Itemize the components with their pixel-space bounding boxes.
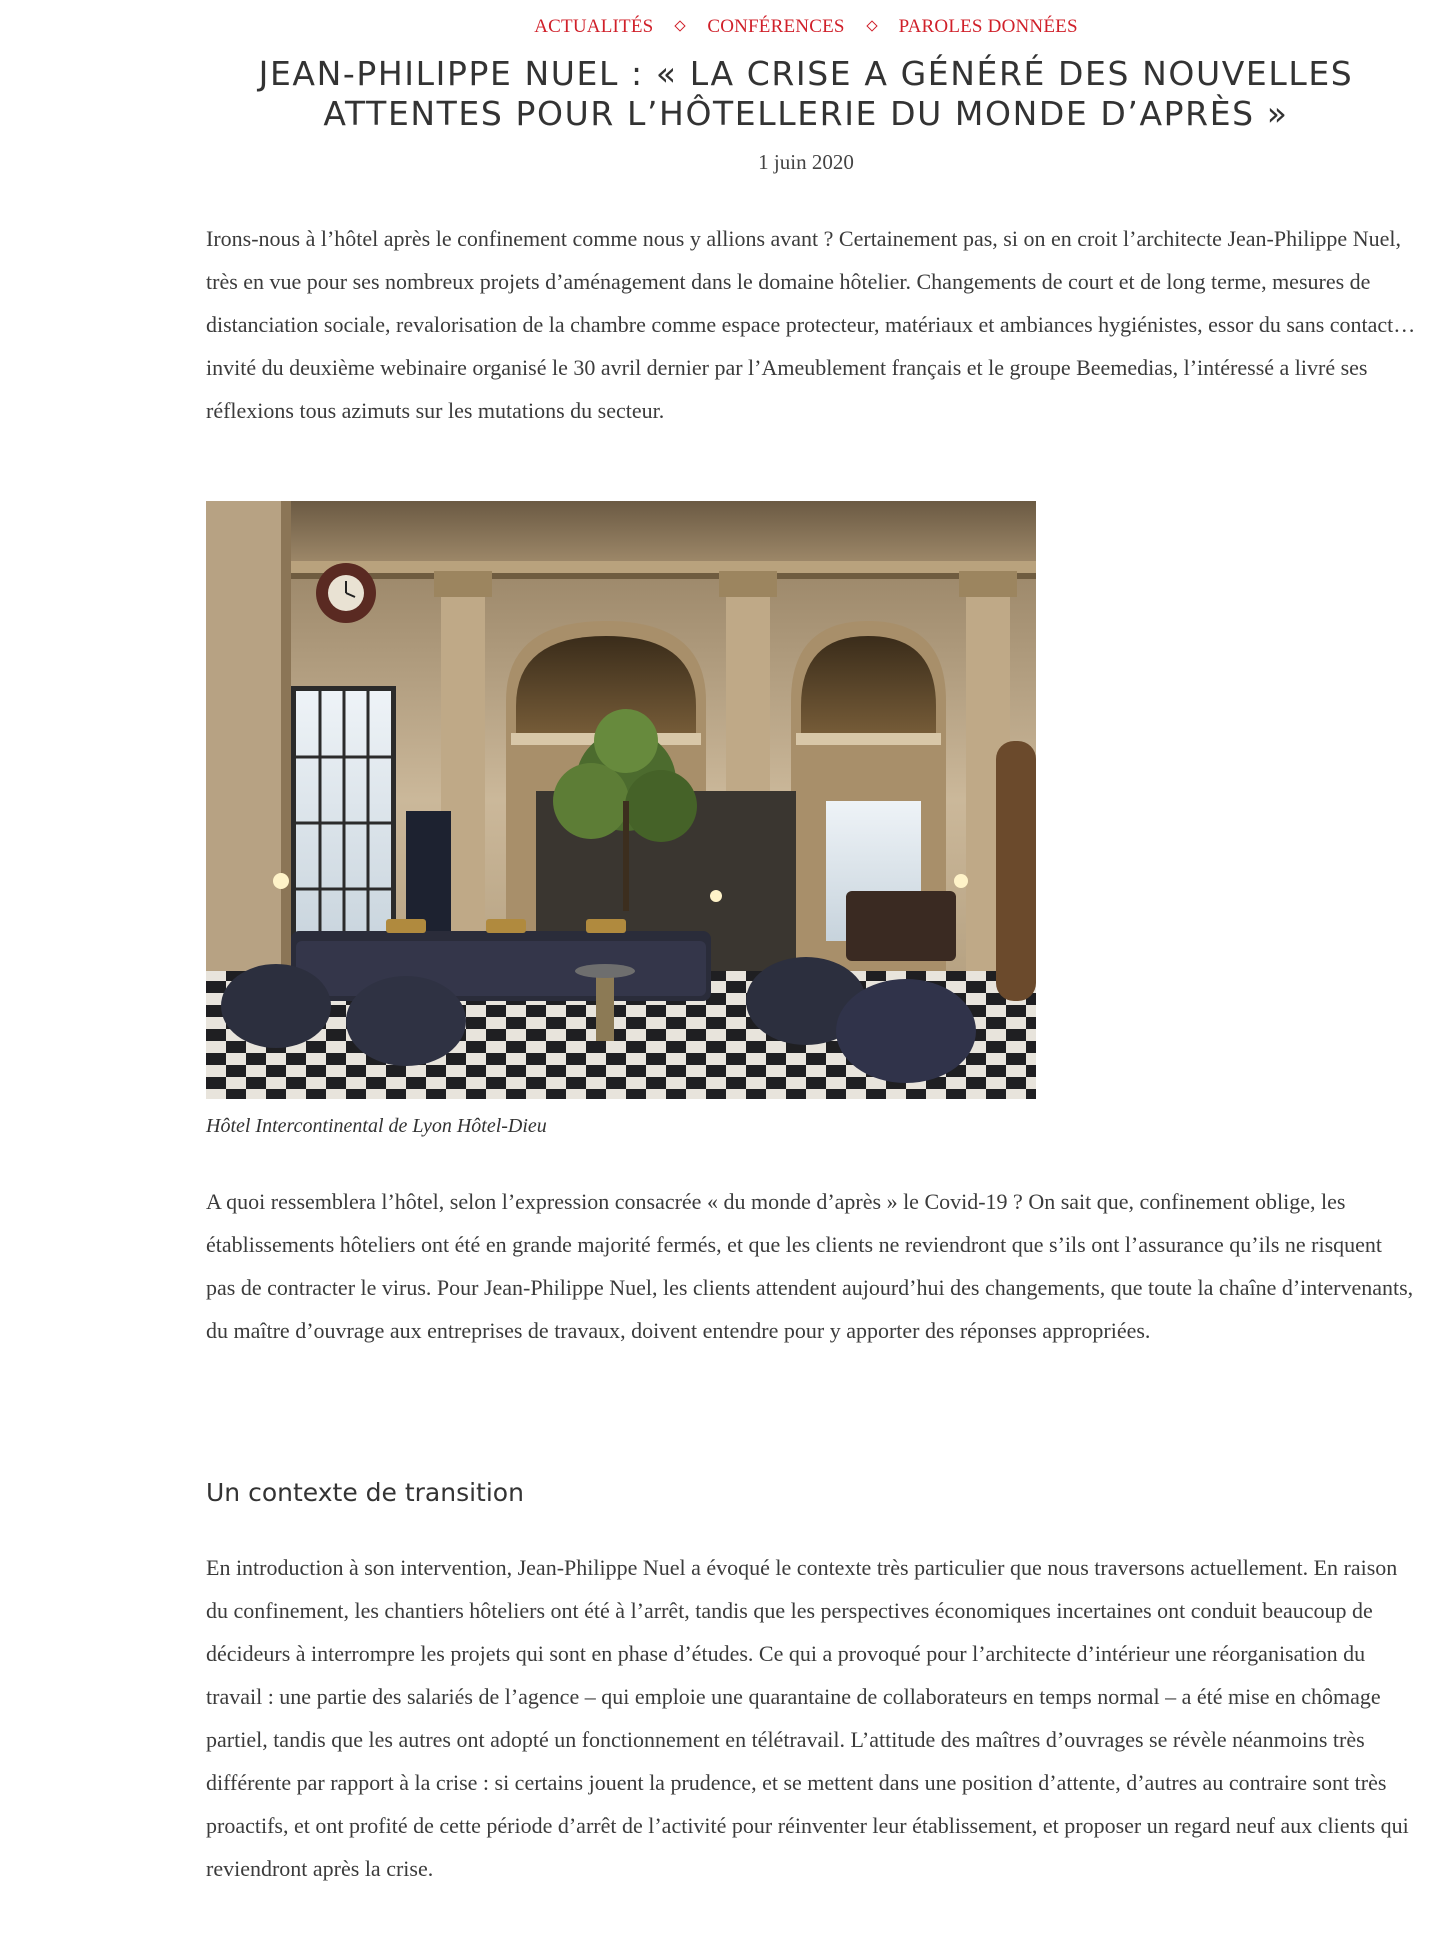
category-paroles-donnees-link[interactable]: PAROLES DONNÉES <box>898 16 1078 37</box>
intro-paragraph: Irons-nous à l’hôtel après le confinement comme nous y allions avant ? Certainement pas, si on en croit l’architecte Jean-Philippe Nuel, très en vue pour ses nombreux projets d’aménagement dans le domaine hôtelier. Changements de court et de long terme, mesures de distanciation sociale, revalorisation de la chambre comme espace protecteur, matériaux et ambiances hygiénistes, essor du sans contact… invité du deuxième webinaire organisé le 30 avril dernier par l’Ameublement français et le groupe Beemedias, l’intéressé a livré ses réflexions tous azimuts sur les mutations du secteur. <box>206 226 1416 423</box>
article-title: JEAN-PHILIPPE NUEL : « LA CRISE A GÉNÉRÉ DES NOUVELLES ATTENTES POUR L’HÔTELLERIE DU MONDE D’APRÈS » <box>258 54 1354 133</box>
body-paragraph: A quoi ressemblera l’hôtel, selon l’expression consacrée « du monde d’après » le Covid-19 ? On sait que, confinement oblige, les établissements hôteliers ont été en grande majorité fermés, et que les clients ne reviendront que s’ils ont l’assurance qu’ils ne risquent pas de contracter le virus. Pour Jean-Philippe Nuel, les clients attendent aujourd’hui des changements, que toute la chaîne d’intervenants, du maître d’ouvrage aux entreprises de travaux, doivent entendre pour y apporter des réponses appropriées. <box>206 1189 1414 1343</box>
section-heading: Un contexte de transition <box>206 1478 524 1507</box>
category-conferences-link[interactable]: CONFÉRENCES <box>707 16 845 37</box>
publication-date: 1 juin 2020 <box>758 150 854 174</box>
figure-caption: Hôtel Intercontinental de Lyon Hôtel-Dieu <box>206 1115 547 1137</box>
body-paragraph: En introduction à son intervention, Jean-Philippe Nuel a évoqué le contexte très particulier que nous traversons actuellement. En raison du confinement, les chantiers hôteliers ont été à l’arrêt, tandis que les perspectives économiques incertaines ont conduit beaucoup de décideurs à interrompre les projets qui sont en phase d’études. Ce qui a provoqué pour l’architecte d’intérieur une réorganisation du travail : une partie des salariés de l’agence – qui emploie une quarantaine de collaborateurs en temps normal – a été mise en chômage partiel, tandis que les autres ont adopté un fonctionnement en télétravail. L’attitude des maîtres d’ouvrages se révèle néanmoins très différente par rapport à la crise : si certains jouent la prudence, et se mettent dans une position d’attente, d’autres au contraire sont très proactifs, et ont profité de cette période d’arrêt de l’activité pour réinventer leur établissement, et proposer un regard neuf aux clients qui reviendront après la crise. <box>206 1555 1409 1881</box>
hotel-lobby-photo <box>206 501 1036 1099</box>
diamond-separator-icon <box>675 20 686 31</box>
category-links <box>206 16 1406 38</box>
hotel-lobby-illustration <box>206 501 1036 1099</box>
category-actualites-link[interactable]: ACTUALITÉS <box>534 16 654 37</box>
diamond-separator-icon <box>866 20 877 31</box>
